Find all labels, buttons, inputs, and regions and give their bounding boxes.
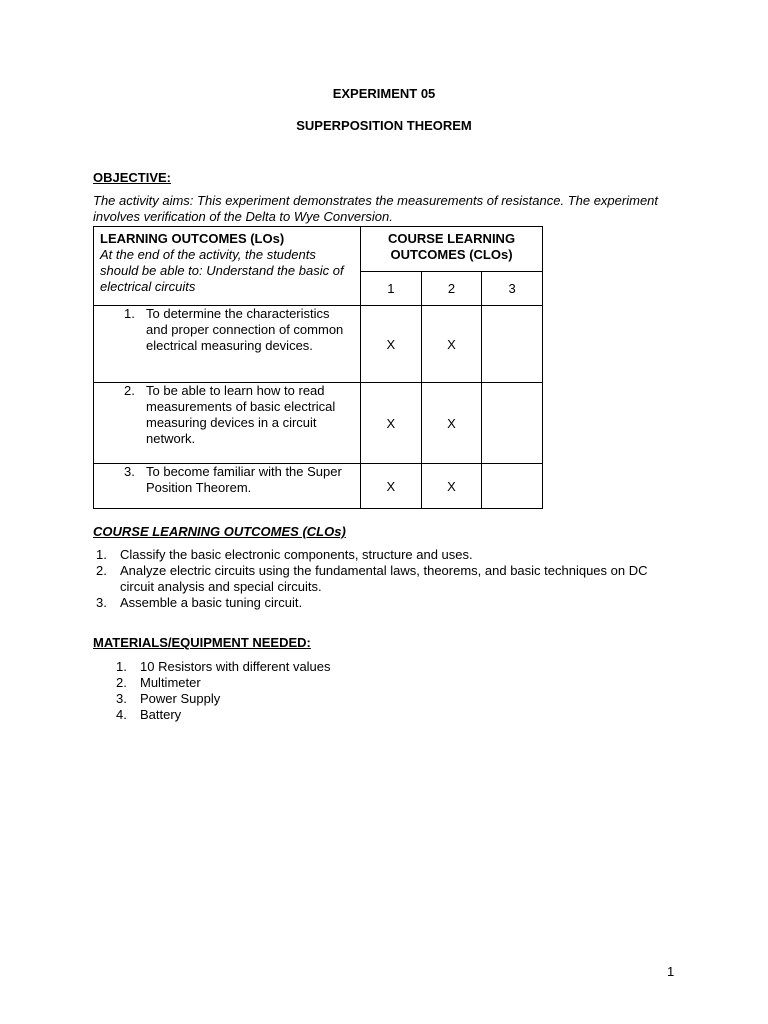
list-number: 4. <box>116 707 127 722</box>
lo-item-text: To become familiar with the Super Position Theorem. <box>146 464 342 495</box>
list-number: 1. <box>96 547 107 562</box>
mark-cell <box>482 383 543 464</box>
list-number: 3. <box>96 595 107 610</box>
lo-item-2 <box>94 383 361 464</box>
list-text: Power Supply <box>140 691 221 706</box>
list-item <box>116 675 331 691</box>
learning-outcomes-table <box>93 226 543 509</box>
lo-item-1 <box>94 306 361 383</box>
lo-heading: LEARNING OUTCOMES (LOs) <box>100 231 285 246</box>
list-text: Analyze electric circuits using the fundamental laws, theorems, and basic techniques on DC circuit analysis and special circuits. <box>120 563 648 594</box>
materials-heading: MATERIALS/EQUIPMENT NEEDED: <box>93 635 311 650</box>
lo-item-text: To be able to learn how to read measurements of basic electrical measuring devices in a circuit network. <box>146 383 336 446</box>
lo-header-cell <box>94 227 361 306</box>
objective-text: The activity aims: This experiment demonstrates the measurements of resistance. The experiment involves verification of the Delta to Wye Conversion. <box>93 193 659 224</box>
mark-cell: X <box>361 464 422 509</box>
list-number: 2. <box>116 675 127 690</box>
list-item <box>116 707 331 723</box>
clo-heading: COURSE LEARNING OUTCOMES (CLOs) <box>387 231 516 262</box>
list-text: Assemble a basic tuning circuit. <box>120 595 303 610</box>
lo-item-text: To determine the characteristics and proper connection of common electrical measuring devices. <box>146 306 344 353</box>
list-item <box>96 595 656 611</box>
mark-cell <box>482 306 543 383</box>
mark-cell: X <box>421 464 482 509</box>
clo-column-3: 3 <box>482 271 543 305</box>
mark-cell: X <box>361 383 422 464</box>
list-number: 2. <box>96 563 107 578</box>
list-item <box>116 691 331 707</box>
materials-list <box>116 659 331 723</box>
list-text: 10 Resistors with different values <box>140 659 331 674</box>
table-row <box>94 464 543 509</box>
clo-list <box>96 547 656 611</box>
lo-item-number: 2. <box>124 383 135 398</box>
table-row <box>94 306 543 383</box>
experiment-subtitle: SUPERPOSITION THEOREM <box>296 118 472 133</box>
mark-cell <box>482 464 543 509</box>
experiment-title: EXPERIMENT 05 <box>332 86 436 101</box>
mark-cell: X <box>421 383 482 464</box>
lo-item-3 <box>94 464 361 509</box>
list-number: 3. <box>116 691 127 706</box>
clo-column-1: 1 <box>361 271 422 305</box>
list-number: 1. <box>116 659 127 674</box>
table-row <box>94 383 543 464</box>
list-text: Battery <box>140 707 182 722</box>
lo-item-number: 1. <box>124 306 135 321</box>
clo-column-2: 2 <box>421 271 482 305</box>
lo-description: At the end of the activity, the students should be able to: Understand the basic of electrical circuits <box>100 247 344 294</box>
page-number: 1 <box>667 964 675 979</box>
list-text: Multimeter <box>140 675 201 690</box>
lo-item-number: 3. <box>124 464 135 479</box>
list-item <box>96 547 656 563</box>
list-item <box>96 563 656 595</box>
clo-header-cell <box>361 227 543 272</box>
objective-heading: OBJECTIVE: <box>93 170 172 185</box>
list-text: Classify the basic electronic components, structure and uses. <box>120 547 473 562</box>
clo-section-heading: COURSE LEARNING OUTCOMES (CLOs) <box>93 524 346 539</box>
mark-cell: X <box>361 306 422 383</box>
list-item <box>116 659 331 675</box>
mark-cell: X <box>421 306 482 383</box>
